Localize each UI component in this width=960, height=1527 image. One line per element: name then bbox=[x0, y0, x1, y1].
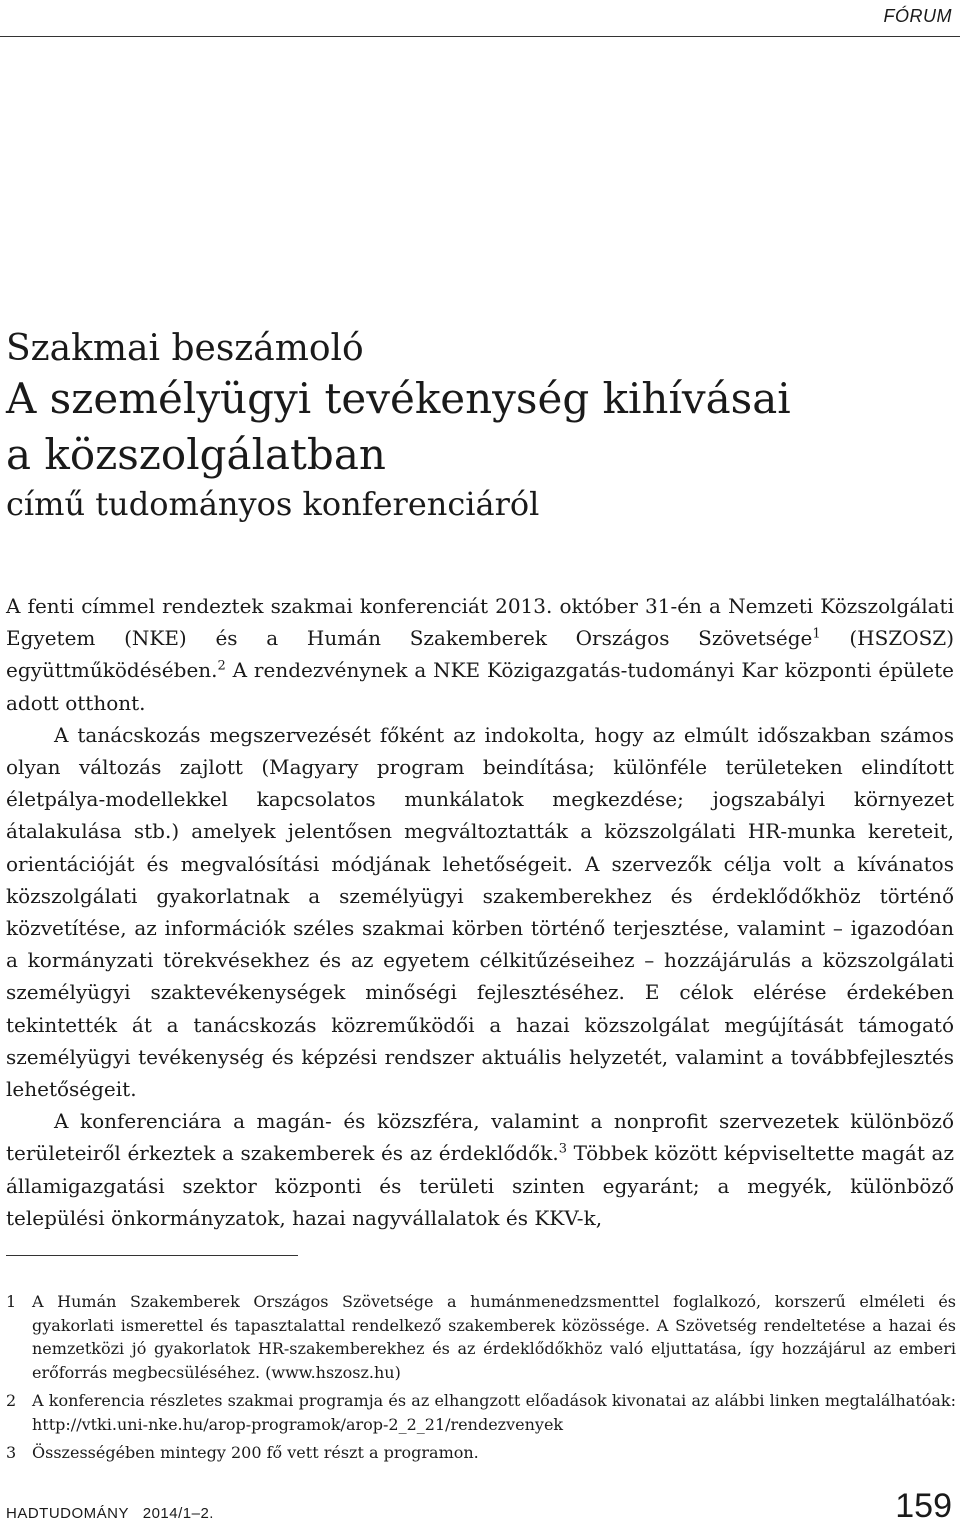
paragraph-3-text-a: A konferenciára a magán- és közszféra, valamint a nonprofit szervezetek különböző területeiről érkeztek a szakemberek és az érdeklődők. bbox=[6, 1109, 954, 1166]
footnote-text: A Humán Szakemberek Országos Szövetsége a humánmenedzsmenttel foglalkozó, korszerű elméleti és gyakorlati ismerettel és tapasztalattal rendelkező szakemberek közössége. A Szövetség rendeltetése a hazai és nemzetközi jó gyakorlatok HR-szakemberekhez és az érdeklődőkhöz való eljuttatása, így hozzájárul az emberi erőforrás megbecsüléséhez. (www.hszosz.hu) bbox=[32, 1292, 956, 1382]
title-block bbox=[6, 328, 954, 526]
footnote-ref-1[interactable]: 1 bbox=[812, 626, 821, 642]
article-title-line-1: A személyügyi tevékenység kihívásai bbox=[6, 374, 791, 423]
article-kicker: Szakmai beszámoló bbox=[6, 328, 364, 369]
header-rule bbox=[0, 36, 960, 37]
paragraph-1-text-a: A fenti címmel rendeztek szakmai konferenciát 2013. október 31-én a Nemzeti Közszolgálati Egyetem (NKE) és a Humán Szakemberek Országos Szövetsége bbox=[6, 594, 954, 651]
paragraph-1-text-b: (HSZOSZ) együttműködésében. bbox=[6, 626, 954, 683]
paragraph-3-text-b: Többek között képviseltette magát az államigazgatási szektor központi és területi szinten egyaránt; a megyék, különböző települési önkormányzatok, hazai nagyvállalatok és KKV-k, bbox=[6, 1141, 954, 1230]
article-body bbox=[6, 590, 954, 1234]
footnote-text: A konferencia részletes szakmai programja és az elhangzott előadások kivonatai az alábbi linken megtalálhatóak: http://vtki.uni-nke.hu/arop-programok/arop-2_2_21/rendezvenyek bbox=[32, 1391, 956, 1434]
paragraph-1-text-c: A rendezvénynek a NKE Közigazgatás-tudományi Kar központi épülete adott otthont. bbox=[6, 658, 954, 715]
article-title-line-2: a közszolgálatban bbox=[6, 430, 386, 479]
paragraph-3 bbox=[6, 1105, 954, 1234]
footnote-separator bbox=[6, 1255, 298, 1256]
footnote-number: 3 bbox=[6, 1443, 17, 1462]
journal-issue: HADTUDOMÁNY 2014/1–2. bbox=[6, 1505, 214, 1522]
footnotes bbox=[6, 1290, 956, 1470]
footnote-ref-3[interactable]: 3 bbox=[558, 1141, 567, 1157]
footnote-text: Összességében mintegy 200 fő vett részt a programon. bbox=[32, 1443, 479, 1462]
footnote-number: 2 bbox=[6, 1391, 17, 1410]
footnote-2 bbox=[6, 1389, 956, 1436]
article-subtitle: című tudományos konferenciáról bbox=[6, 485, 540, 523]
section-header: FÓRUM bbox=[883, 6, 952, 26]
footnote-3 bbox=[6, 1441, 956, 1465]
footnote-ref-2[interactable]: 2 bbox=[217, 658, 226, 674]
footnote-1 bbox=[6, 1290, 956, 1384]
paragraph-1 bbox=[6, 590, 954, 719]
page-number: 159 bbox=[895, 1487, 952, 1525]
footnote-number: 1 bbox=[6, 1292, 17, 1311]
page-footer bbox=[6, 1487, 952, 1525]
paragraph-2: A tanácskozás megszervezését főként az indokolta, hogy az elmúlt időszakban számos olyan változás zajlott (Magyary program beindítása; különféle területeken elindított életpálya-modellekkel kapcsolatos munkálatok megkezdése; jogszabályi környezet átalakulása stb.) amelyek jelentősen megváltoztatták a közszolgálati HR-munka kereteit, orientációját és megvalósítási módjának lehetőségeit. A szervezők célja volt a kívánatos közszolgálati gyakorlatnak a személyügyi szakemberekhez és érdeklődőkhöz történő közvetítése, az információk széles szakmai körben történő terjesztése, valamint – igazodóan a kormányzati törekvésekhez és az egyetem célkitűzéseihez – hozzájárulás a közszolgálati személyügyi szaktevékenységek minőségi fejlesztéséhez. E célok elérése érdekében tekintették át a tanácskozás közreműködői a hazai közszolgálat megújítását támogató személyügyi tevékenység és képzési rendszer aktuális helyzetét, valamint a továbbfejlesztés lehetőségeit. bbox=[6, 722, 954, 1102]
